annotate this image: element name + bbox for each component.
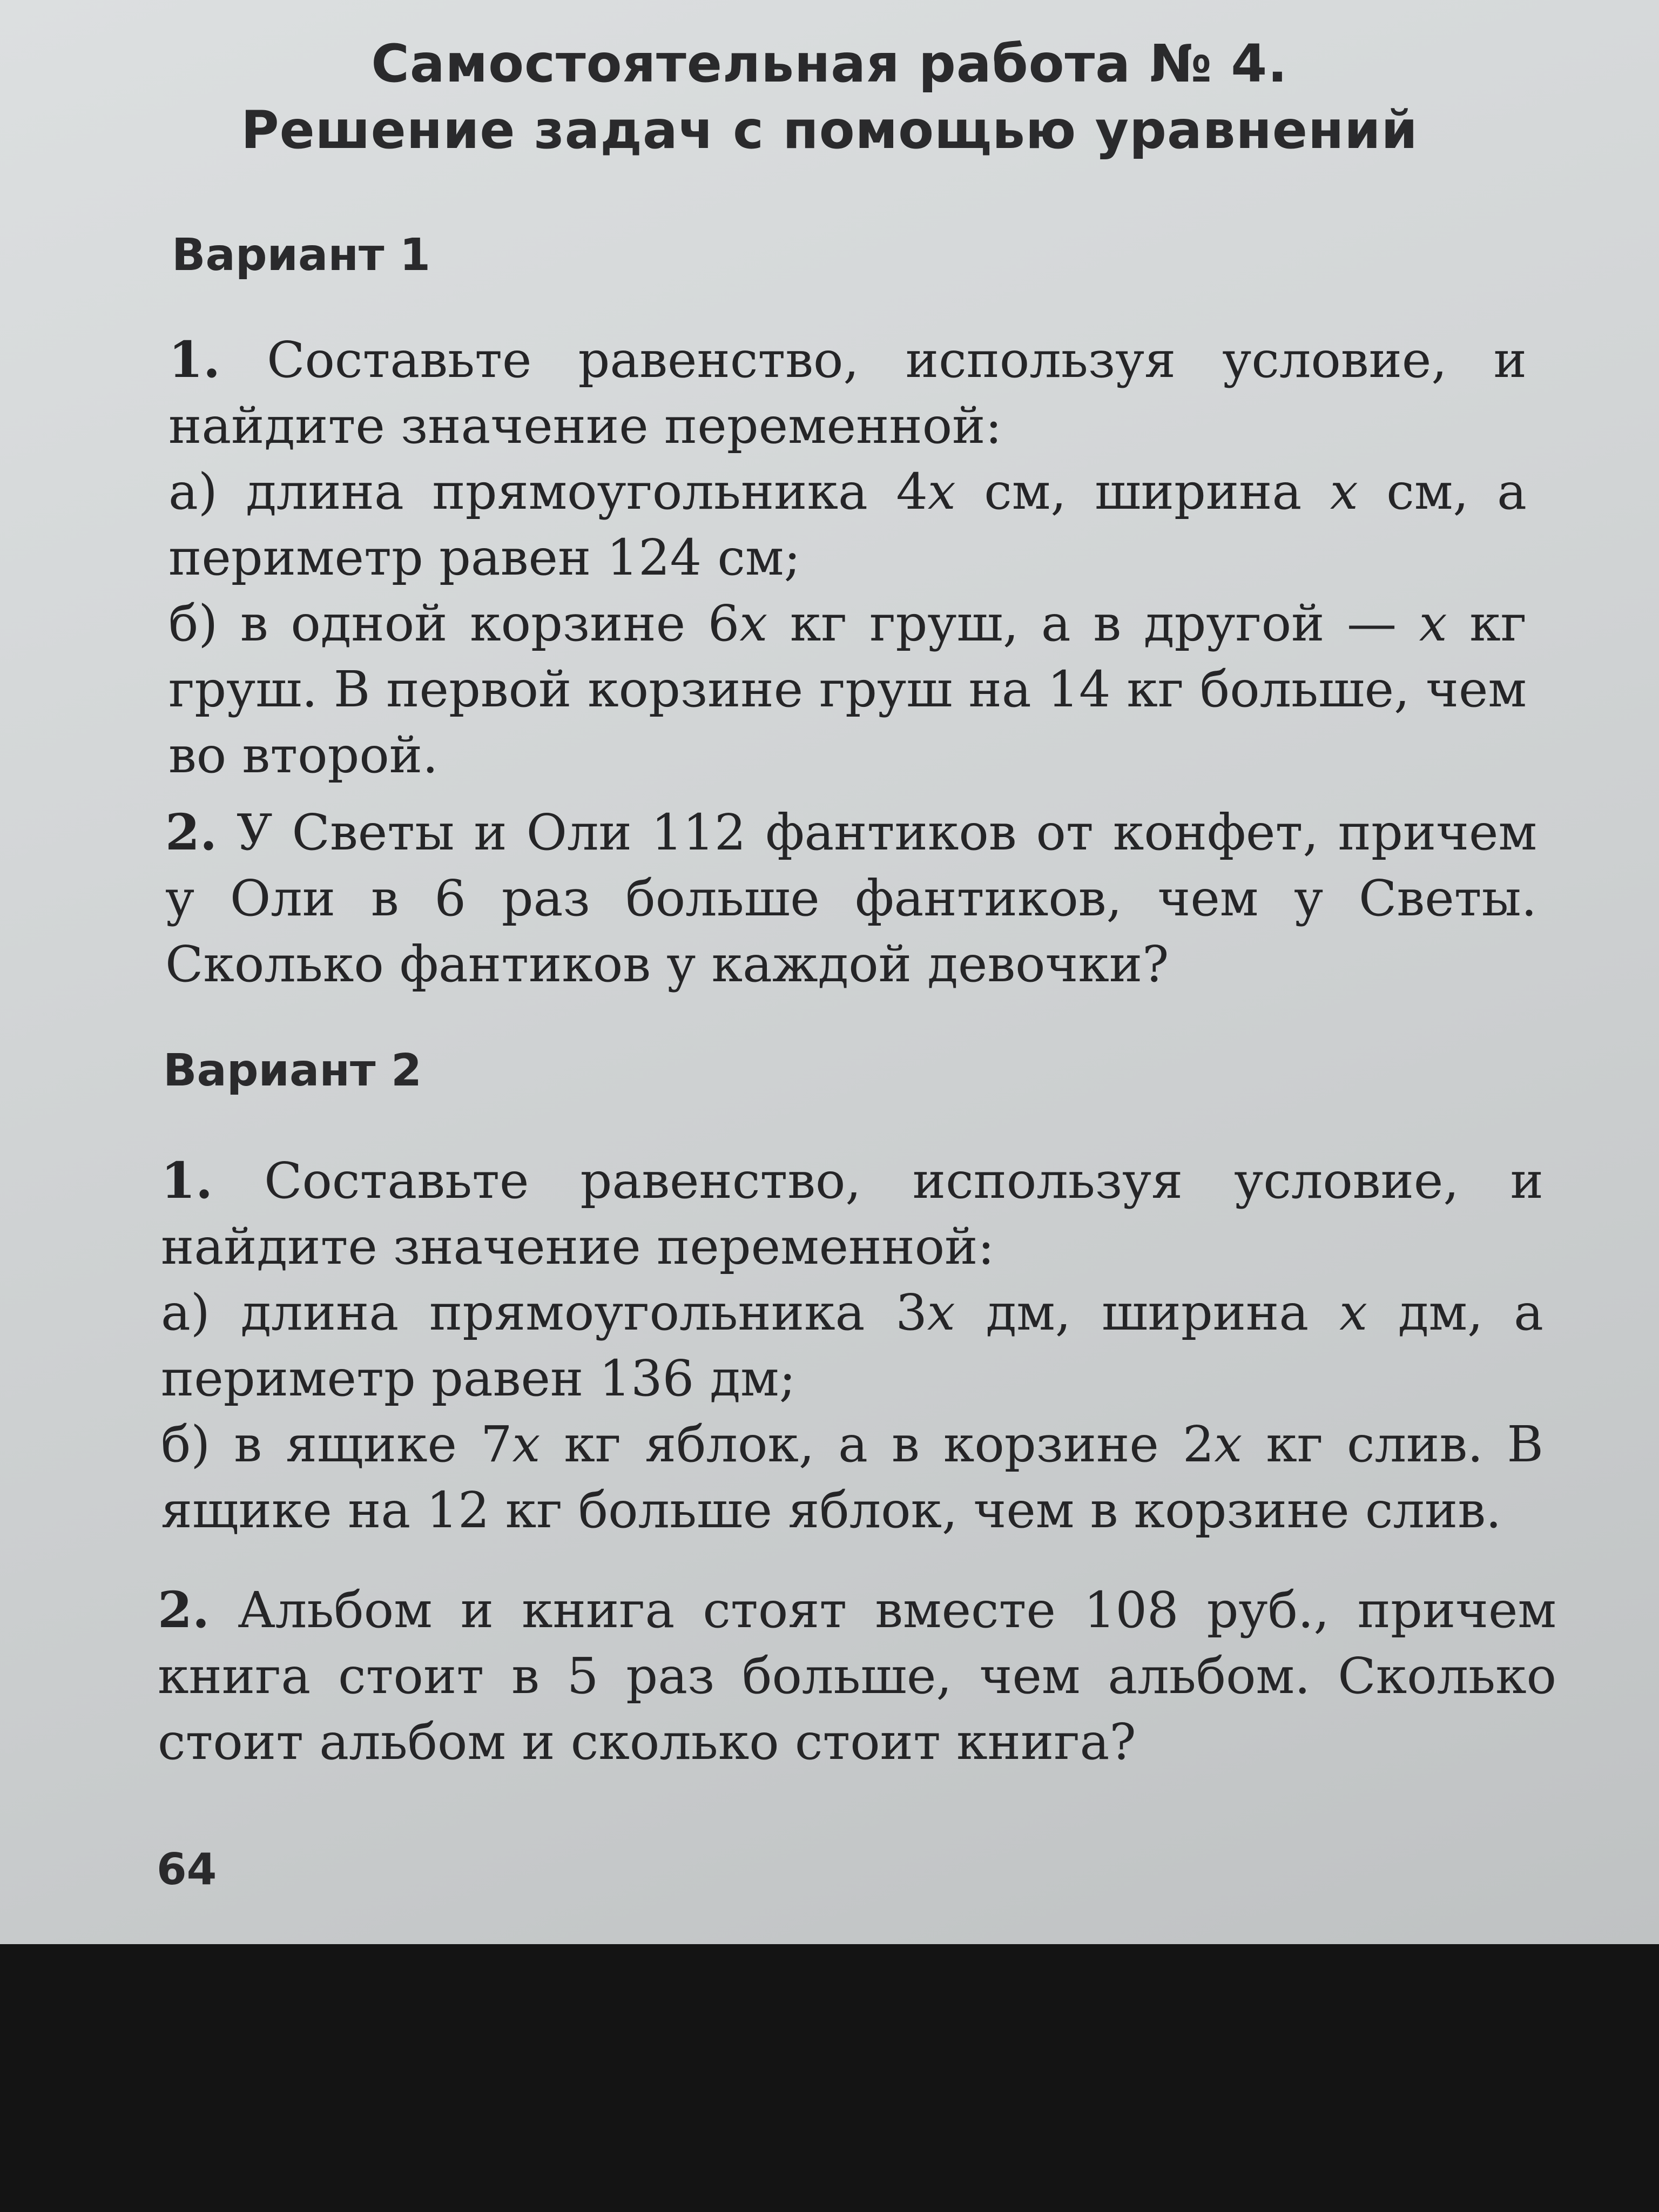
variable: x: [1214, 1415, 1243, 1473]
variant2-task1-a: [161, 1280, 1543, 1412]
variable: x: [512, 1415, 541, 1473]
variant1-task1: [168, 327, 1527, 788]
page-title-line2: Решение задач с помощью уравнений: [241, 100, 1418, 160]
variant1-task1-intro: [168, 327, 1527, 459]
task-text: кг яблок, а в корзине 2: [540, 1415, 1215, 1473]
variant2-task2-text: [158, 1577, 1556, 1775]
variable: x: [1339, 1284, 1367, 1341]
variant1-task2-text: [165, 799, 1537, 997]
dark-background: [0, 1944, 1659, 2212]
task-text: кг груш. В первой корзине груш на 14 кг больше, чем во второй.: [168, 595, 1527, 784]
task-text: Составьте равенство, используя условие, и найдите значение переменной:: [168, 331, 1527, 455]
variable: x: [927, 1284, 955, 1341]
task-text: У Светы и Оли 112 фантиков от конфет, причем у Оли в 6 раз больше фантиков, чем у Светы. Сколько фантиков у каждой девочки?: [165, 804, 1537, 993]
task-text: а) длина прямоугольника 4: [168, 463, 928, 521]
task-text: б) в ящике 7: [161, 1415, 512, 1473]
variant2-task1-b: [161, 1412, 1543, 1543]
variable: x: [739, 595, 768, 652]
task-number: 2.: [158, 1581, 210, 1639]
task-text: дм, а периметр равен 136 дм;: [161, 1284, 1543, 1407]
task-text: кг слив. В ящике на 12 кг больше яблок, чем в корзине слив.: [161, 1415, 1543, 1539]
task-text: Альбом и книга стоят вместе 108 руб., причем книга стоит в 5 раз больше, чем альбом. Сколько стоит альбом и сколько стоит книга?: [158, 1581, 1556, 1771]
task-text: Составьте равенство, используя условие, и найдите значение переменной:: [161, 1152, 1543, 1276]
task-text: а) длина прямоугольника 3: [161, 1284, 927, 1341]
variant1-task1-b: [168, 591, 1527, 788]
task-number: 1.: [168, 331, 221, 389]
task-text: кг груш, а в другой —: [767, 595, 1419, 652]
task-text: б) в одной корзине 6: [168, 595, 740, 652]
variant2-task1: [161, 1148, 1543, 1543]
page-number: 64: [157, 1844, 217, 1894]
variant1-task2: [165, 799, 1537, 997]
variant2-task2: [158, 1577, 1556, 1775]
variable: x: [1330, 463, 1358, 521]
task-number: 2.: [165, 803, 218, 861]
variable: x: [927, 463, 956, 521]
variant1-task1-a: [168, 459, 1527, 591]
variant1-heading: Вариант 1: [172, 230, 431, 281]
task-text: см, а периметр равен 124 см;: [168, 463, 1527, 586]
page-title-line1: Самостоятельная работа № 4.: [371, 33, 1288, 94]
task-number: 1.: [161, 1151, 213, 1210]
task-text: дм, ширина: [955, 1284, 1340, 1341]
variant2-task1-intro: [161, 1148, 1543, 1280]
variant2-heading: Вариант 2: [163, 1045, 422, 1096]
variable: x: [1419, 595, 1447, 652]
task-text: см, ширина: [955, 463, 1330, 521]
